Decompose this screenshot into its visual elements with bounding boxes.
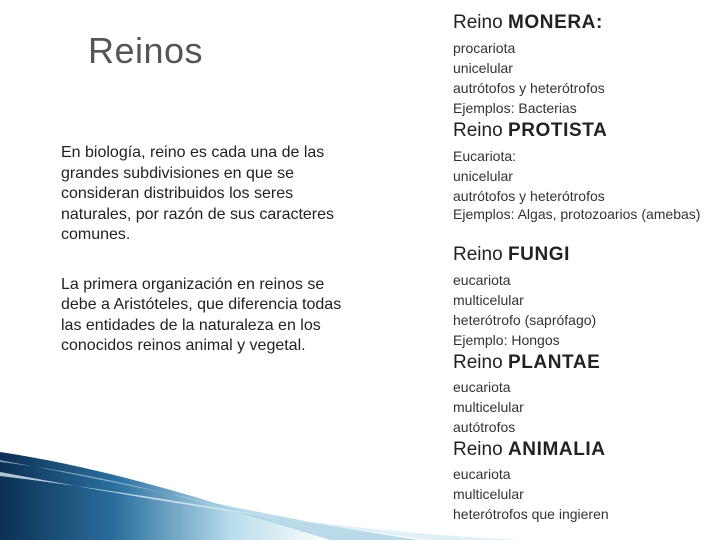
kingdom-item-text: procariota — [453, 40, 516, 56]
kingdom-item — [432, 417, 720, 437]
kingdom-name: ANIMALIA — [507, 439, 606, 460]
kingdom-item-text: Ejemplos: Algas, protozoarios (amebas) — [453, 206, 701, 222]
kingdom-item — [432, 330, 720, 350]
kingdom-heading — [432, 12, 720, 34]
kingdom-item — [432, 186, 720, 206]
kingdom-item-text: Ejemplo: Hongos — [453, 332, 560, 348]
kingdom-item-text: unicelular — [453, 168, 513, 184]
intro-item — [36, 143, 361, 246]
kingdom-name: FUNGI — [507, 244, 571, 265]
kingdom-item-text: autrótofos y heterótrofos — [453, 188, 605, 204]
kingdom-item-text: multicelular — [453, 399, 524, 415]
kingdom-prefix: Reino — [453, 12, 503, 33]
kingdom-item — [432, 146, 720, 166]
decorative-wave — [0, 450, 720, 540]
kingdom-heading — [432, 120, 720, 142]
kingdom-item-text: eucariota — [453, 379, 511, 395]
kingdom-heading — [432, 244, 720, 266]
page-title: Reinos — [88, 30, 204, 71]
kingdom-item — [432, 38, 720, 58]
kingdom-item-text: Ejemplos: Bacterias — [453, 100, 577, 116]
kingdom-name: PLANTAE — [507, 352, 601, 373]
kingdom-item-text: autótrofos — [453, 419, 516, 435]
kingdom-item-text: Eucariota: — [453, 148, 517, 164]
kingdom-item-text: autrótofos y heterótrofos — [453, 80, 605, 96]
kingdom-prefix: Reino — [453, 120, 503, 141]
kingdom-prefix: Reino — [453, 439, 503, 460]
kingdom-item-text: multicelular — [453, 292, 524, 308]
kingdom-item-text: eucariota — [453, 466, 511, 482]
kingdom-item — [432, 310, 720, 330]
kingdom-name: MONERA: — [507, 12, 603, 33]
kingdom-heading — [432, 352, 720, 374]
kingdom-item — [432, 78, 720, 98]
kingdom-name: PROTISTA — [507, 120, 608, 141]
intro-list — [36, 143, 361, 386]
kingdom-item — [432, 290, 720, 310]
kingdom-item — [432, 270, 720, 290]
kingdom-prefix: Reino — [453, 352, 503, 373]
kingdom-item-text: eucariota — [453, 272, 511, 288]
wave-band — [0, 452, 330, 540]
kingdom-prefix: Reino — [453, 244, 503, 265]
kingdom-item-text: unicelular — [453, 60, 513, 76]
kingdom-item-text: multicelular — [453, 486, 524, 502]
kingdom-item — [432, 397, 720, 417]
kingdom-item — [432, 206, 720, 222]
kingdom-item — [432, 166, 720, 186]
kingdom-item-text: heterótrofo (saprófago) — [453, 312, 597, 328]
kingdom-item-text: heterótrofos que ingieren — [453, 506, 609, 522]
kingdom-item — [432, 377, 720, 397]
kingdom-item — [432, 98, 720, 118]
intro-text: La primera organización en reinos se debe a Aristóteles, que diferencia todas las entidades de la naturaleza en los conocidos reinos animal y vegetal. — [61, 275, 342, 354]
intro-text: En biología, reino es cada una de las grandes subdivisiones en que se consideran distribuidos los seres naturales, por razón de sus caracteres comunes. — [61, 144, 335, 243]
kingdom-item — [432, 58, 720, 78]
intro-item — [36, 275, 361, 357]
